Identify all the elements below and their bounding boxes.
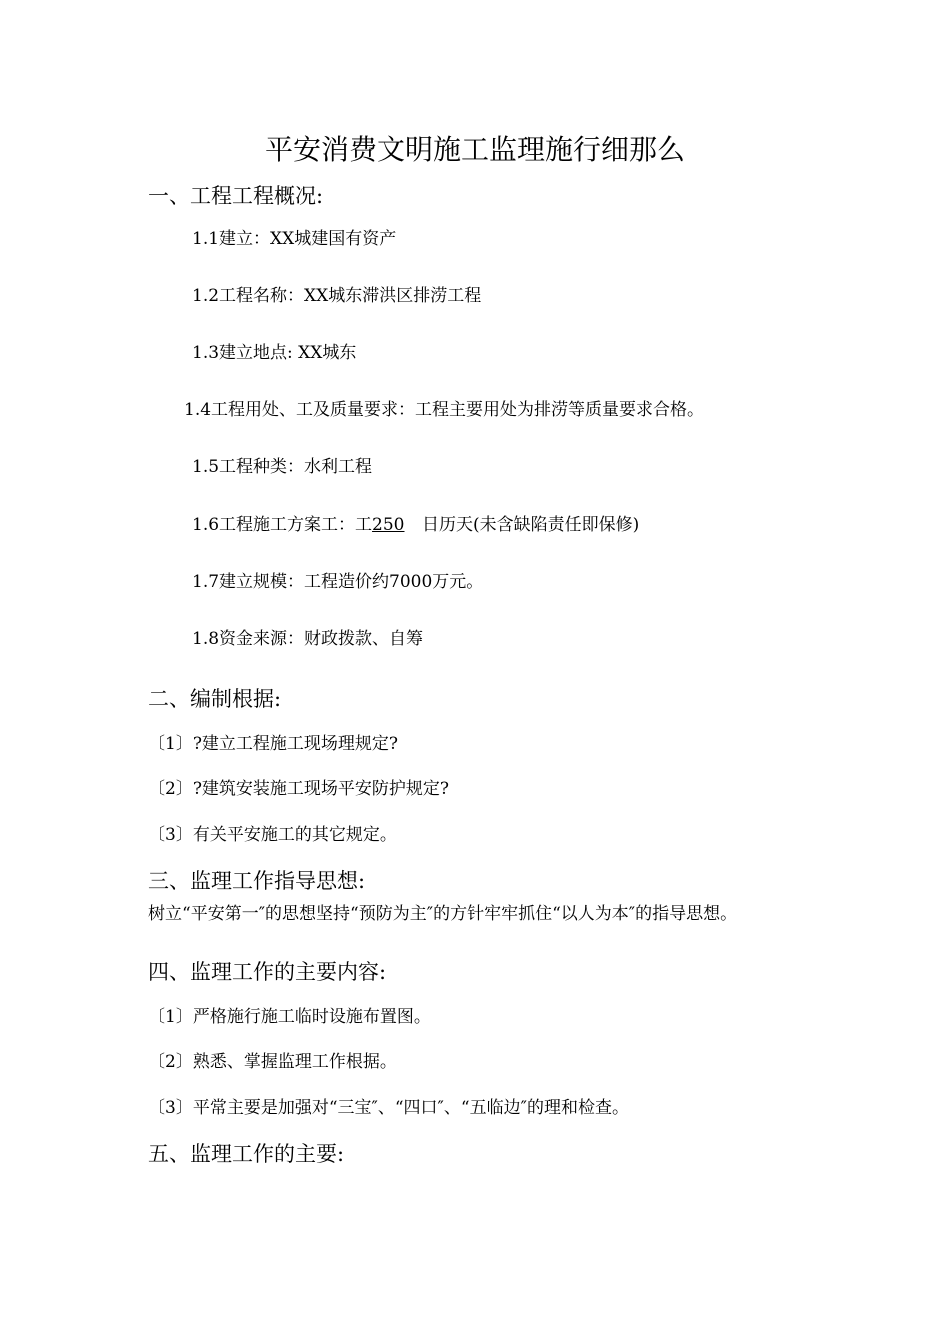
list-item: 1.4工程用处、工及质量要求：工程主要用处为排涝等质量要求合格。 [184,400,705,420]
duration-suffix: 日历天(未含缺陷责任即保修) [422,515,640,535]
section-3-paragraph: 树立“平安第一″的思想坚持“预防为主″的方针牢牢抓住“以人为本″的指导思想。 [148,904,738,924]
document-title: 平安消费文明施工监理施行细那么 [264,133,685,166]
list-item-duration [192,512,639,538]
list-item: 〔1〕严格施行施工临时设施布置图。 [148,1007,431,1027]
list-item: 1.1建立：XX城建国有资产 [192,229,397,249]
section-1-heading: 一、工程工程概况: [148,184,324,208]
list-item: 〔1〕?建立工程施工现场理规定? [148,734,399,754]
section-4-heading: 四、监理工作的主要内容: [148,960,387,984]
list-item: 〔2〕?建筑安装施工现场平安防护规定? [148,779,450,799]
duration-days: 250 [372,515,405,535]
list-item: 1.5工程种类：水利工程 [192,457,373,477]
list-item: 〔3〕有关平安施工的其它规定。 [148,825,397,845]
list-item: 1.3建立地点: XX城东 [192,343,357,363]
list-item: 〔3〕平常主要是加强对“三宝″、“四口″、“五临边″的理和检查。 [148,1098,629,1118]
list-item: 〔2〕熟悉、掌握监理工作根据。 [148,1052,397,1072]
section-2-heading: 二、编制根据: [148,687,282,711]
section-5-heading: 五、监理工作的主要: [148,1142,345,1166]
list-item: 1.2工程名称：XX城东滞洪区排涝工程 [192,286,482,306]
list-item: 1.7建立规模：工程造价约7000万元。 [192,572,484,592]
list-item: 1.8资金来源：财政拨款、自筹 [192,629,424,649]
section-3-heading: 三、监理工作指导思想: [148,869,366,893]
duration-prefix: 1.6工程施工方案工：工 [192,515,373,535]
